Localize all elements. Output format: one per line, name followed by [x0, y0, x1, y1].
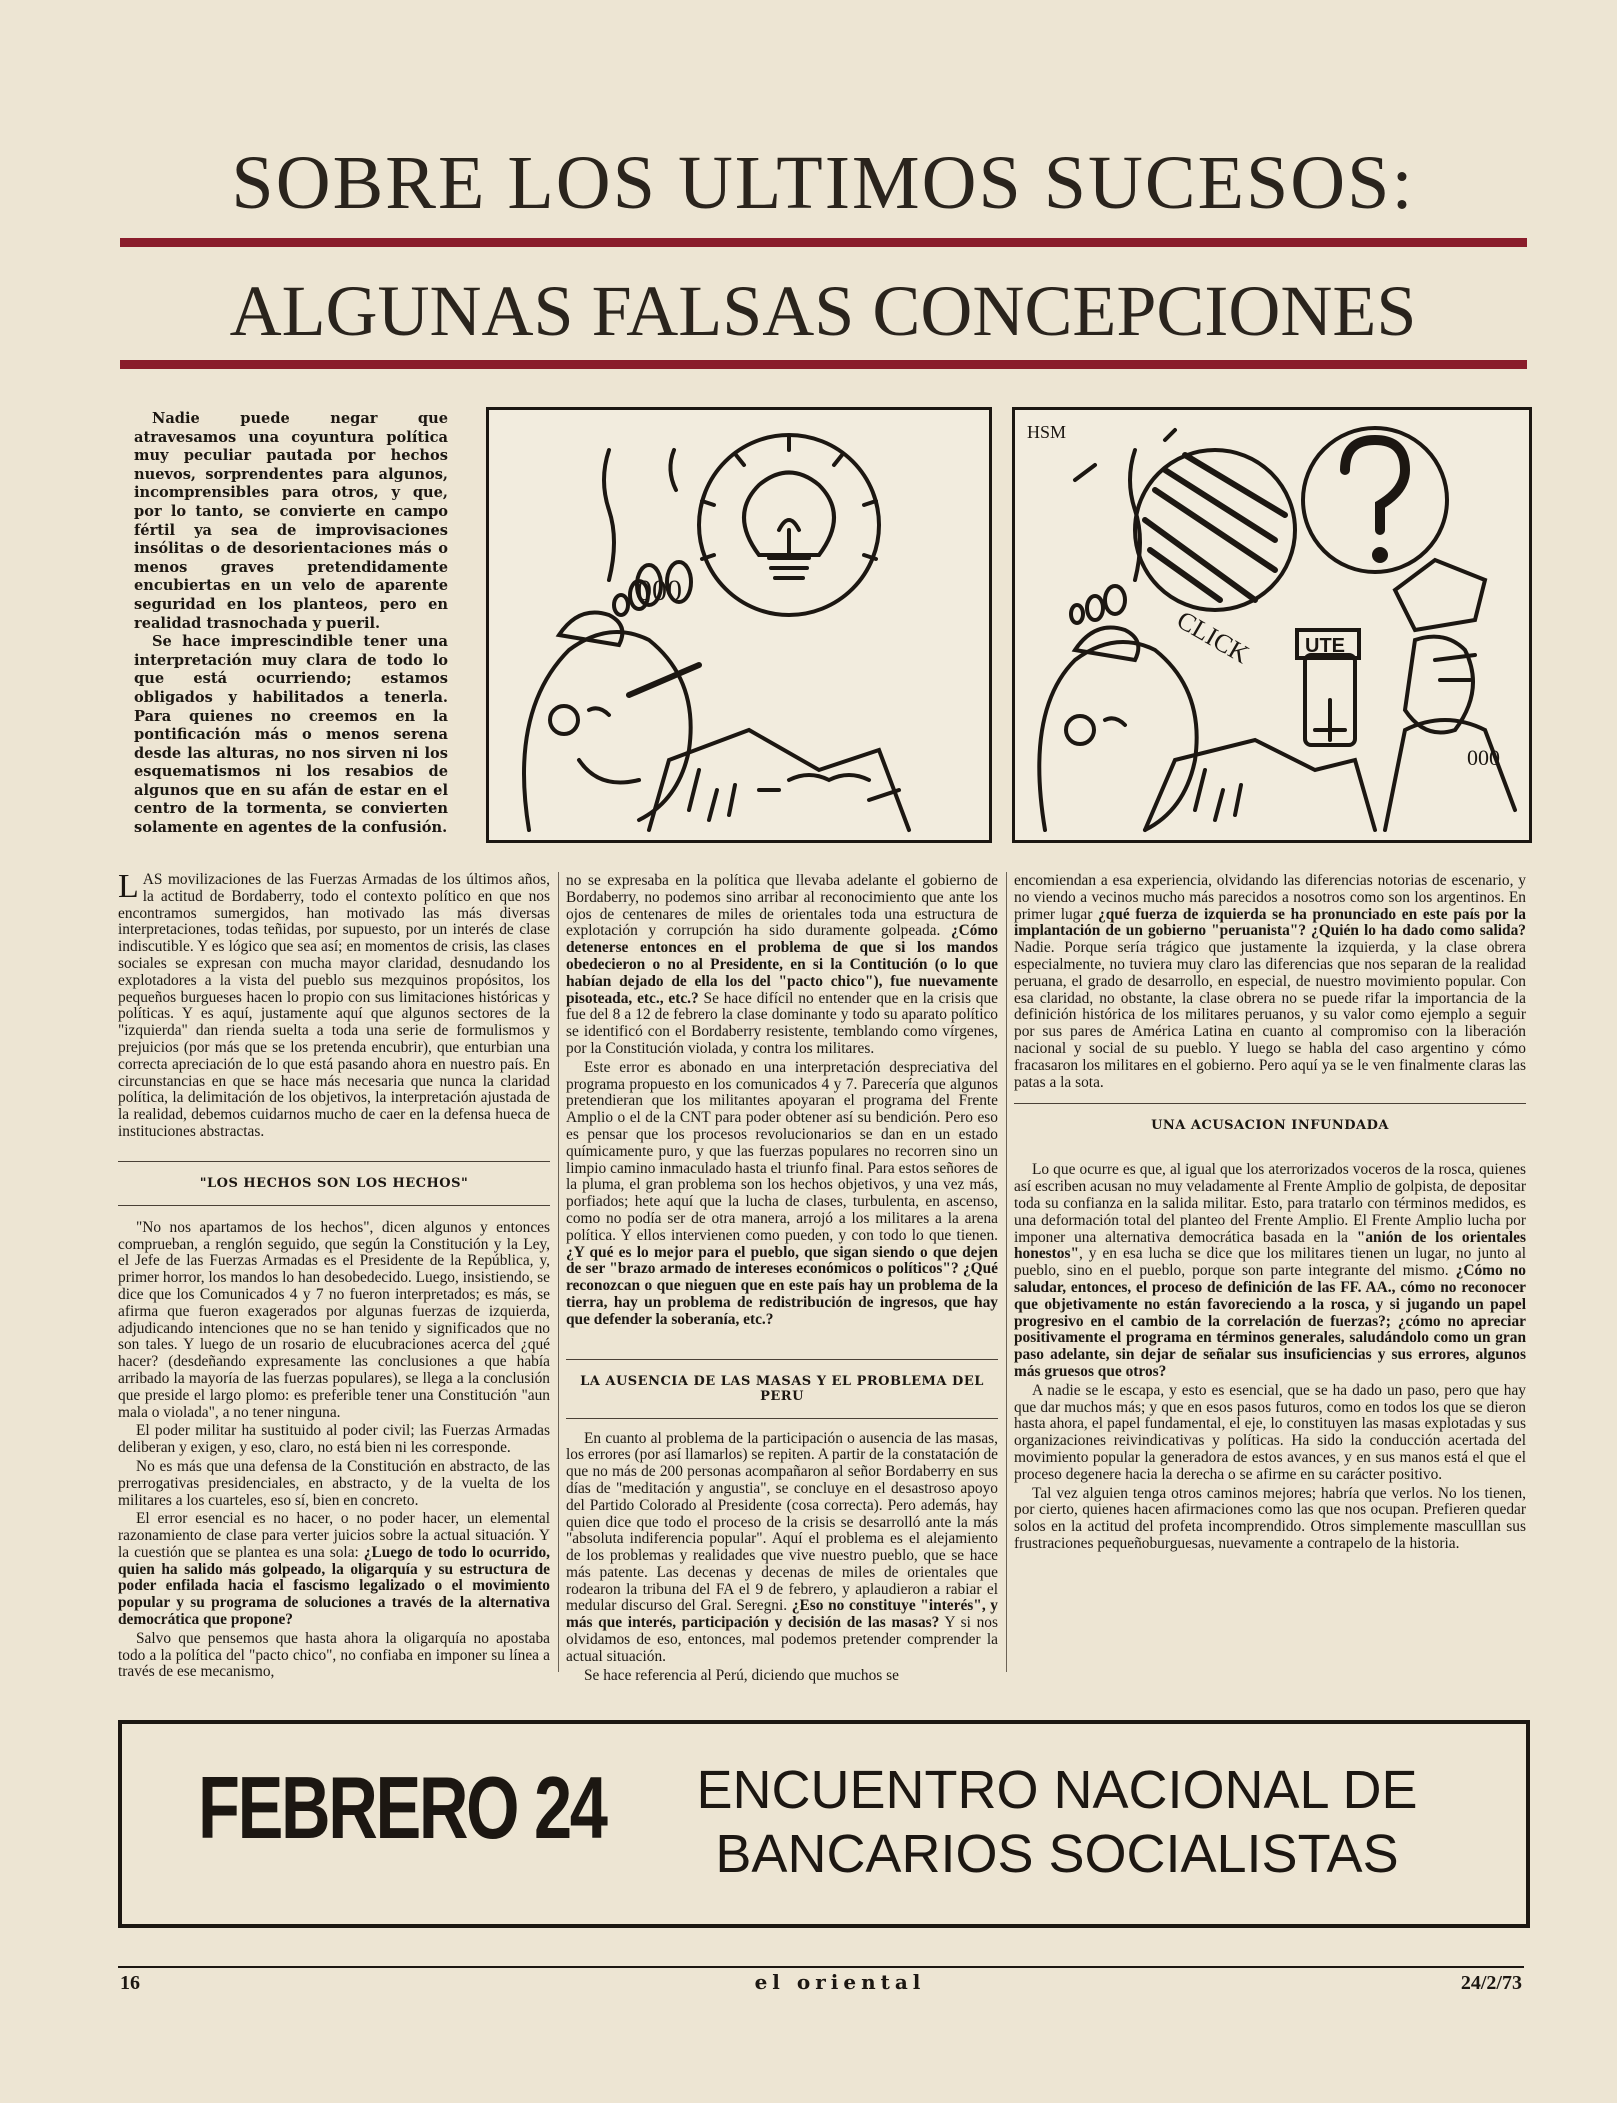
col2-paragraph-2-bold: ¿Y qué es lo mejor para el pueblo, que sigan siendo o que dejen de ser "brazo armado de intereses económicos o políticos"? ¿Qué reconozcan o que nieguen que en este país hay un problema de la tierra, hay un problema de redistribución de ingresos, que hay que defender la soberanía, etc.?	[566, 1243, 998, 1328]
page-number: 16	[120, 1972, 140, 1994]
column-divider	[1006, 872, 1007, 1672]
switch-box-label: UTE	[1305, 635, 1345, 657]
col3-paragraph-1	[1014, 873, 1526, 1091]
cartoon-panel-1-label: 000	[637, 574, 682, 607]
headline-line-2: ALGUNAS FALSAS CONCEPCIONES	[229, 271, 1417, 351]
col2-paragraph-1	[566, 873, 998, 1058]
intro-paragraph-1: Nadie puede negar que atravesamos una coyuntura política muy peculiar pautada por hechos nuevos, sorprendentes para algunos, incomprensibles para otros, y que, por lo tanto, se convierte en campo fértil ya sea de improvisaciones insólitas o de desorientaciones más o menos graves pretendidamente encubiertas en un velo de aparente seguridad en los planteos, pero en realidad trasnochada y pueril.	[134, 410, 448, 632]
headline-rule-bottom	[120, 360, 1527, 369]
col1-paragraph-4: No es más que una defensa de la Constitución en abstracto, de las prerrogativas presidenciales, en abstracto, y de la vuelta de los militares a los cuarteles, eso sí, bien en concreto.	[118, 1457, 550, 1509]
event-date: FEBRERO 24	[198, 1758, 606, 1857]
cartoon-panel-2	[1012, 407, 1532, 843]
col1-paragraph-5-text: El error esencial es no hacer, o no poder hacer, un elemental razonamiento de clase para verter juicios sobre la actual situación. Y la cuestión que se plantea es una sola:	[118, 1510, 550, 1561]
col2-paragraph-3-text: En cuanto al problema de la participación o ausencia de las masas, los errores (por así llamarlos) se repiten. A partir de la constatación de que no más de 200 personas acompañaron al señor Bordaberry en sus días de "meditación y angustia", se concluye en el desastroso apoyo del Partido Colorado al Presidente (cosa correcta). Pero además, hay quien dice que todo el proceso de la crisis se desarrolló ante la más "absoluta indiferencia popular". Aquí el problema es el alejamiento de los problemas y realidades que vive nuestro pueblo, que se hace más patente. Las decenas y decenas de miles de orientales que rodearon la tribuna del FA el 9 de febrero, y aplaudieron a rabiar el medular discurso del Gral. Seregni.	[566, 1429, 998, 1615]
section-rule	[1014, 1103, 1526, 1104]
col3-paragraph-1-bold: ¿qué fuerza de izquierda se ha pronunciado en este país por la implantación de un gobierno "peruanista"? ¿Quién lo ha dado como salida?	[1014, 905, 1526, 940]
col2-paragraph-2-text: Este error es abonado en una interpretación despreciativa del programa propuesto en los comunicados 4 y 7. Parecería que algunos pretendieran que los militantes apoyaran el programa del Frente Amplio o el de la CNT para poder obtener así su bendición. Pero eso es pensar que los procesos revolucionarios se dan en un estado químicamente puro, y que las fuerzas populares no recorren sino un limpio camino inmaculado hasta el triunfo final. Para estos señores de la pluma, el gran problema son los hechos objetivos, y una vez más, porfiados; hete aquí que la lucha de clases, turbulenta, en ascenso, como no podía ser de otra manera, arrojó a los militares a la arena política. Y ellos intervienen como pueden, y con todo lo que tienen.	[566, 1058, 998, 1244]
col3-paragraph-2-bold-2: ¿Cómo no saludar, entonces, el proceso de definición de las FF. AA., cómo no reconocer que objetivamente no están favoreciendo a la rosca, y si jugando un papel progresivo en el cambio de la correlación de fuerzas?; ¿cómo no apreciar positivamente el programa en términos generales, saludándolo como un gran paso adelante, sin dejar de señalar sus insuficiencias y sus errores, algunos más gruesos que otros?	[1014, 1262, 1526, 1380]
col2-paragraph-1-text: no se expresaba en la política que llevaba adelante el gobierno de Bordaberry, no podemos sino arribar al reconocimiento que ante los ojos de centenares de miles de orientales toda una estructura de explotación y corrupción ha sido duramente golpeada.	[566, 872, 998, 940]
intro-paragraph-2: Se hace imprescindible tener una interpretación muy clara de todo lo que está ocurriendo; estamos obligados y habilitados a tenerla. Para quienes no creemos en la pontificación más o menos serena desde las alturas, no nos sirven ni los esquematismos ni los resabios de algunos que en su afán de estar en el centro de la tormenta, se convierten solamente en agentes de la confusión.	[134, 633, 448, 837]
issue-date: 24/2/73	[1460, 1972, 1522, 1994]
subhead-hechos: "LOS HECHOS SON LOS HECHOS"	[199, 1175, 469, 1191]
subhead-masas: LA AUSENCIA DE LAS MASAS Y EL PROBLEMA DEL PERU	[580, 1373, 984, 1404]
click-sound: CLICK	[1172, 605, 1255, 670]
cartoon-panel-1-drawing	[489, 410, 989, 840]
col1-paragraph-5	[118, 1511, 550, 1629]
col3-paragraph-2-text: Lo que ocurre es que, al igual que los aterrorizados voceros de la rosca, quienes así escriben acusan no muy veladamente al Frente Amplio de golpista, de depositar toda su confianza en la salida militar. Esto, para tratarlo con términos medidos, es una deformación total del planteo del Frente Amplio. El Frente Amplio lucha por imponer una alternativa democrática basada en la	[1014, 1161, 1526, 1246]
event-title-line-2: BANCARIOS SOCIALISTAS	[715, 1824, 1399, 1884]
col2-paragraph-1-bold: ¿Cómo detenerse entonces en el problema de que si los mandos obedecieron o no al Presidente, en si la Contitución (o lo que habían dejado de ella los del "pacto chico"), fue nuevamente pisoteada, etc., etc.?	[566, 922, 998, 1007]
col2-paragraph-3-tail: Y si nos olvidamos de eso, entonces, mal podemos pretender comprender la actual situación.	[566, 1614, 998, 1665]
cartoon-panel-2-label: 000	[1467, 745, 1500, 770]
event-ad-box	[118, 1720, 1530, 1928]
col3-paragraph-1-tail: Nadie. Porque sería trágico que justamente la izquierda, y la clase obrera especialmente, no tuviera muy claro las diferencias que nos separan de la realidad peruana, el grado de desarrollo, en especial, de nuestro movimiento popular. Con esa claridad, no obstante, la clase obrera no se puede rifar la importancia de la definición histórica de los militares peruanos, y su valor como ejemplo a seguir por sus pares de América Latina en cuanto al compromiso con la liberación nacional y social de su pueblo. Y luego se habla del caso argentino y cómo fracasaron los militares en el gobierno. Pero aquí ya se le ven finalmente claras las patas a la sota.	[1014, 939, 1526, 1091]
footer-rule	[118, 1966, 1524, 1968]
col2-paragraph-2	[566, 1060, 998, 1329]
section-rule	[118, 1161, 550, 1162]
col3-paragraph-2	[1014, 1162, 1526, 1380]
article-column-2	[566, 873, 998, 1686]
subhead-acusacion: UNA ACUSACION INFUNDADA	[1151, 1118, 1389, 1134]
col3-paragraph-3: A nadie se le escapa, y esto es esencial, que se ha dado un paso, pero que hay que dar muchos más; y que en esos pasos futuros, como en todos los que se dieron hasta ahora, el papel fundamental, el eje, lo constituyen las masas explotadas y sus organizaciones reivindicativas y políticas. Ha sido la conducción acertada del movimiento popular la generadora de estos avances, y en sus manos está el que el proceso degenere hacia la derecha o se afirme en su carácter positivo.	[1014, 1381, 1526, 1483]
event-title-line-1: ENCUENTRO NACIONAL DE	[696, 1760, 1418, 1820]
col2-paragraph-1-tail: Se hace difícil no entender que en la crisis que fue del 8 a 12 de febrero la clase dominante y todo su aparato político se identificó con el Bordaberry resistente, temblando como vírgenes, por la Constitución violada, y contra los militares.	[566, 989, 998, 1057]
masthead: el oriental	[754, 1970, 926, 1994]
cartoon-panel-2-drawing	[1015, 410, 1529, 840]
article-column-3	[1014, 873, 1526, 1555]
col2-paragraph-4: Se hace referencia al Perú, diciendo que muchos se	[584, 1666, 899, 1684]
col2-paragraph-3	[566, 1431, 998, 1666]
thought-bubble	[699, 435, 879, 615]
col3-paragraph-4: Tal vez alguien tenga otros caminos mejores; habría que verlos. No los tienen, por cierto, quienes hacen afirmaciones como las que nos ocupan. Prefieren quedar solos en la actitud del profeta incomprendido. Otros simplemente masculllan sus frustraciones pequeñoburguesas, nuevamente a contrapelo de la historia.	[1014, 1484, 1526, 1552]
section-rule	[118, 1205, 550, 1206]
cartoon-signature: HSM	[1027, 422, 1067, 442]
col3-paragraph-1-text: encomiendan a esa experiencia, olvidando las diferencias notorias de escenario, y no viendo a vecinos mucho más parecidos a nosotros como son los argentinos. En primer lugar	[1014, 872, 1526, 923]
headline-line-1: SOBRE LOS ULTIMOS SUCESOS:	[231, 141, 1415, 225]
section-rule	[566, 1418, 998, 1419]
col1-paragraph-1: AS movilizaciones de las Fuerzas Armadas de los últimos años, la actitud de Bordaberry, todo el contexto político en que nos encontramos sumergidos, han motivado las más diversas interpretaciones, todas teñidas, por supuesto, por un interés de clase indiscutible. Y es lógico que sea así; en momentos de crisis, las clases sociales se expresan con mucha mayor claridad, desnudando los explotadores a la vista del pueblo sus mezquinos propósitos, los pequeños burgueses hacen lo propio con sus limitaciones históricas y políticas. Y es aquí, justamente aquí que algunos sectores de la "izquierda" dan rienda suelta a toda una serie de formulismos y prejuicios (por más que se los pretenda encubrir), que enturbian una correcta apreciación de lo que está pasando ahora en nuestro país. En circunstancias en que se hace más necesaria que nunca la claridad política, la delimitación de los objetivos, la interpretación ajustada de la realidad, debemos cuidarnos mucho de caer en la defensa hueca de instituciones abstractas.	[118, 871, 550, 1140]
col1-paragraph-6: Salvo que pensemos que hasta ahora la oligarquía no apostaba todo a la política del "pacto chico", no confiaba en imponer su línea a través de ese mecanismo,	[118, 1629, 550, 1681]
article-column-1	[118, 868, 550, 1683]
event-title	[667, 1758, 1447, 1886]
col1-paragraph-5-bold: ¿Luego de todo lo ocurrido, quien ha salido más golpeado, la oligarquía y su estructura de poder enfilada hacia el fascismo legalizado o el movimiento popular y su programa de soluciones a través de la alternativa democrática que propone?	[118, 1543, 550, 1629]
intro-text	[134, 410, 448, 838]
col3-paragraph-2-bold: "anión de los orientales honestos"	[1014, 1228, 1527, 1263]
col1-paragraph-2: "No nos apartamos de los hechos", dicen algunos y entonces comprueban, a renglón seguido, que según la Constitución y la Ley, el Jefe de las Fuerzas Armadas es el Presidente de la República, y, primer horror, los mandos lo han desobedecido. Luego, insistiendo, se dice que los Comunicados 4 y 7 no fueron interpretados; es más, se afirma que fueron exagerados por algunas fuerzas de izquierda, adjudicando intenciones que no se han tenido y significados que no son tales. Y luego de un rosario de elucubraciones acerca del ¿qué hacer? (desdeñando expresamente las conclusiones a que había arribado la mayoría de las fuerzas populares), se llega a la conclusión que preside el largo plomo: es preferible tener una Constitución "aun mala o violada", a no tener ninguna.	[118, 1218, 550, 1421]
section-rule	[566, 1359, 998, 1360]
cartoon-panel-1	[486, 407, 992, 843]
col2-paragraph-3-bold: ¿Eso no constituye "interés", y más que interés, participación y decisión de las masas?	[566, 1597, 998, 1632]
column-divider	[558, 872, 559, 1672]
col1-paragraph-3: El poder militar ha sustituido al poder civil; las Fuerzas Armadas deliberan y exigen, y eso, claro, no está bien ni les corresponde.	[118, 1422, 550, 1457]
col3-paragraph-2-mid: , y en esa lucha se dice que los militares tienen un lugar, no junto al pueblo, sino en el pueblo, porque son parte integrante del mismo.	[1014, 1245, 1526, 1280]
headline-rule-top	[120, 238, 1527, 247]
drop-cap: L	[118, 868, 139, 905]
